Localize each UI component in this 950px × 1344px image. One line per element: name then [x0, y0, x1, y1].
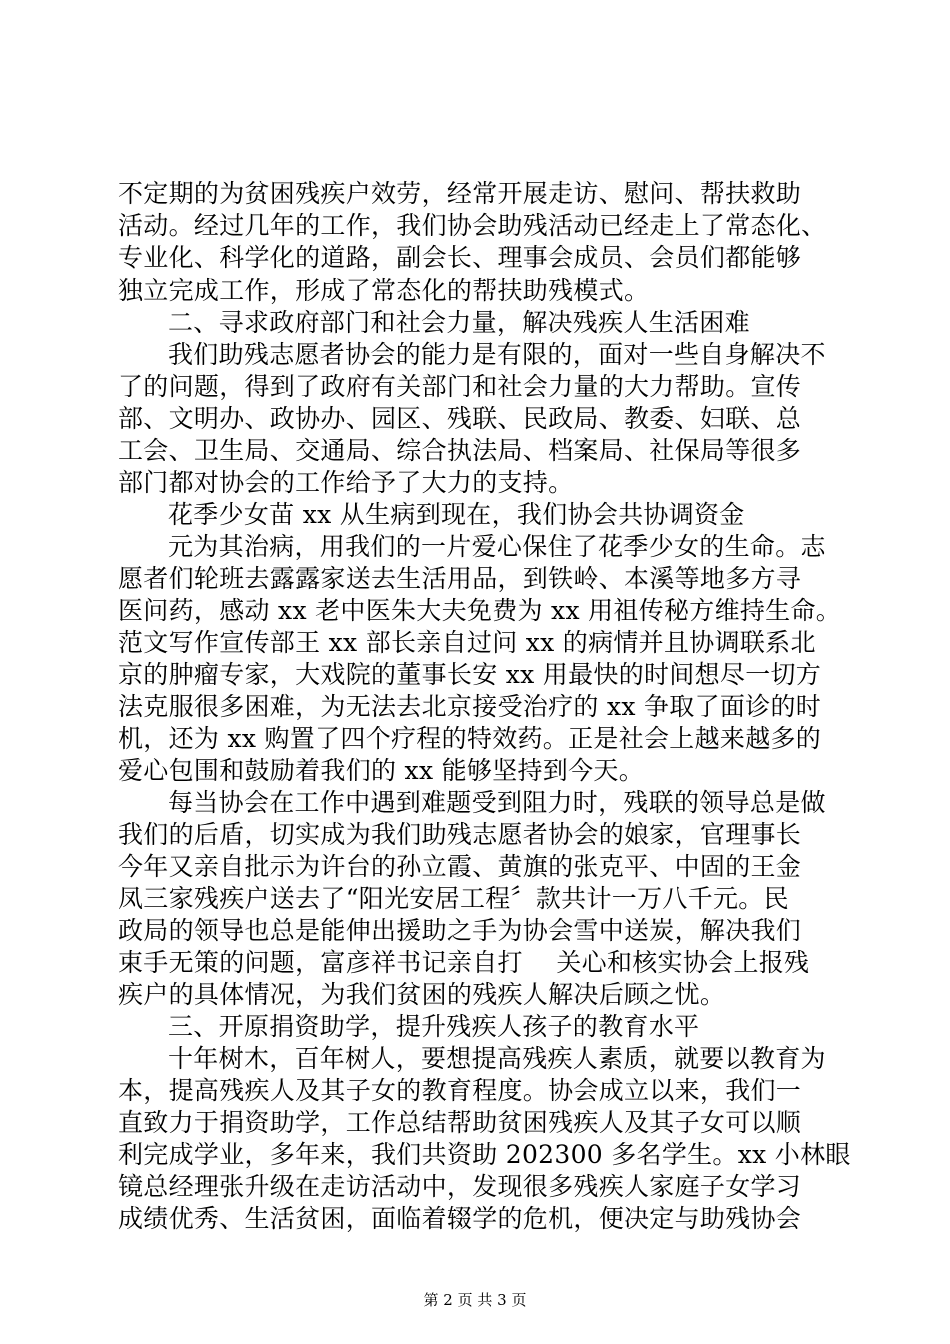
paragraph-line: 医问药，感动 xx 老中医朱大夫免费为 xx 用祖传秘方维持生命。 — [118, 596, 842, 625]
paragraph-line: 每当协会在工作中遇到难题受到阻力时，残联的领导总是做 — [168, 788, 826, 817]
paragraph-line: 不定期的为贫困残疾户效劳，经常开展走访、慰问、帮扶救助 — [118, 179, 802, 208]
paragraph-line: 今年又亲自批示为许台的孙立霞、黄旗的张克平、中固的王金 — [118, 852, 802, 881]
paragraph-line: 法克服很多困难，为无法去北京接受治疗的 xx 争取了面诊的时 — [118, 692, 822, 721]
paragraph-line: 活动。经过几年的工作，我们协会助残活动已经走上了常态化、 — [118, 211, 827, 240]
paragraph-line: 直致力于捐资助学，工作总结帮助贫困残疾人及其子女可以顺 — [118, 1108, 802, 1137]
paragraph-line: 花季少女苗 xx 从生病到现在，我们协会共协调资金 — [168, 500, 745, 529]
section-heading: 二、寻求政府部门和社会力量，解决残疾人生活困难 — [168, 308, 750, 337]
paragraph-line: 范文写作宣传部王 xx 部长亲自过问 xx 的病情并且协调联系北 — [118, 628, 816, 657]
paragraph-line: 愿者们轮班去露露家送去生活用品，到铁岭、本溪等地多方寻 — [118, 564, 802, 593]
paragraph-line: 工会、卫生局、交通局、综合执法局、档案局、社保局等很多 — [118, 436, 802, 465]
paragraph-line: 我们助残志愿者协会的能力是有限的，面对一些自身解决不 — [168, 340, 826, 369]
paragraph-line: 京的肿瘤专家，大戏院的董事长安 xx 用最快的时间想尽一切方 — [118, 660, 822, 689]
paragraph-line: 束手无策的问题，富彦祥书记亲自打 关心和核实协会上报残 — [118, 948, 810, 977]
paragraph-line: 我们的后盾，切实成为我们助残志愿者协会的娘家，官理事长 — [118, 820, 802, 849]
paragraph-line: 元为其治病，用我们的一片爱心保住了花季少女的生命。志 — [168, 532, 826, 561]
paragraph-line: 利完成学业，多年来，我们共资助 202300 多名学生。xx 小林眼 — [118, 1140, 851, 1169]
page-footer: 第 2 页 共 3 页 — [423, 1291, 527, 1309]
paragraph-line: 凤三家残疾户送去了“阳光安居工程〞款共计一万八千元。民 — [118, 884, 789, 913]
paragraph-line: 本，提高残疾人及其子女的教育程度。协会成立以来，我们一 — [118, 1076, 802, 1105]
paragraph-line: 独立完成工作，形成了常态化的帮扶助残模式。 — [118, 276, 650, 305]
section-heading: 三、开原捐资助学，提升残疾人孩子的教育水平 — [168, 1012, 700, 1041]
paragraph-line: 疾户的具体情况，为我们贫困的残疾人解决后顾之忧。 — [118, 980, 726, 1009]
paragraph-line: 镜总经理张升级在走访活动中，发现很多残疾人家庭子女学习 — [118, 1172, 802, 1201]
paragraph-line: 爱心包围和鼓励着我们的 xx 能够坚持到今天。 — [118, 756, 644, 785]
paragraph-line: 成绩优秀、生活贫困，面临着辍学的危机，便决定与助残协会 — [118, 1204, 802, 1233]
paragraph-line: 政局的领导也总是能伸出援助之手为协会雪中送炭，解决我们 — [118, 916, 802, 945]
paragraph-line: 机，还为 xx 购置了四个疗程的特效药。正是社会上越来越多的 — [118, 724, 822, 753]
paragraph-line: 部、文明办、政协办、园区、残联、民政局、教委、妇联、总 — [118, 404, 802, 433]
paragraph-line: 专业化、科学化的道路，副会长、理事会成员、会员们都能够 — [118, 243, 802, 272]
paragraph-line: 十年树木，百年树人，要想提高残疾人素质，就要以教育为 — [168, 1044, 826, 1073]
paragraph-line: 了的问题，得到了政府有关部门和社会力量的大力帮助。宣传 — [118, 372, 802, 401]
paragraph-line: 部门都对协会的工作给予了大力的支持。 — [118, 468, 574, 497]
